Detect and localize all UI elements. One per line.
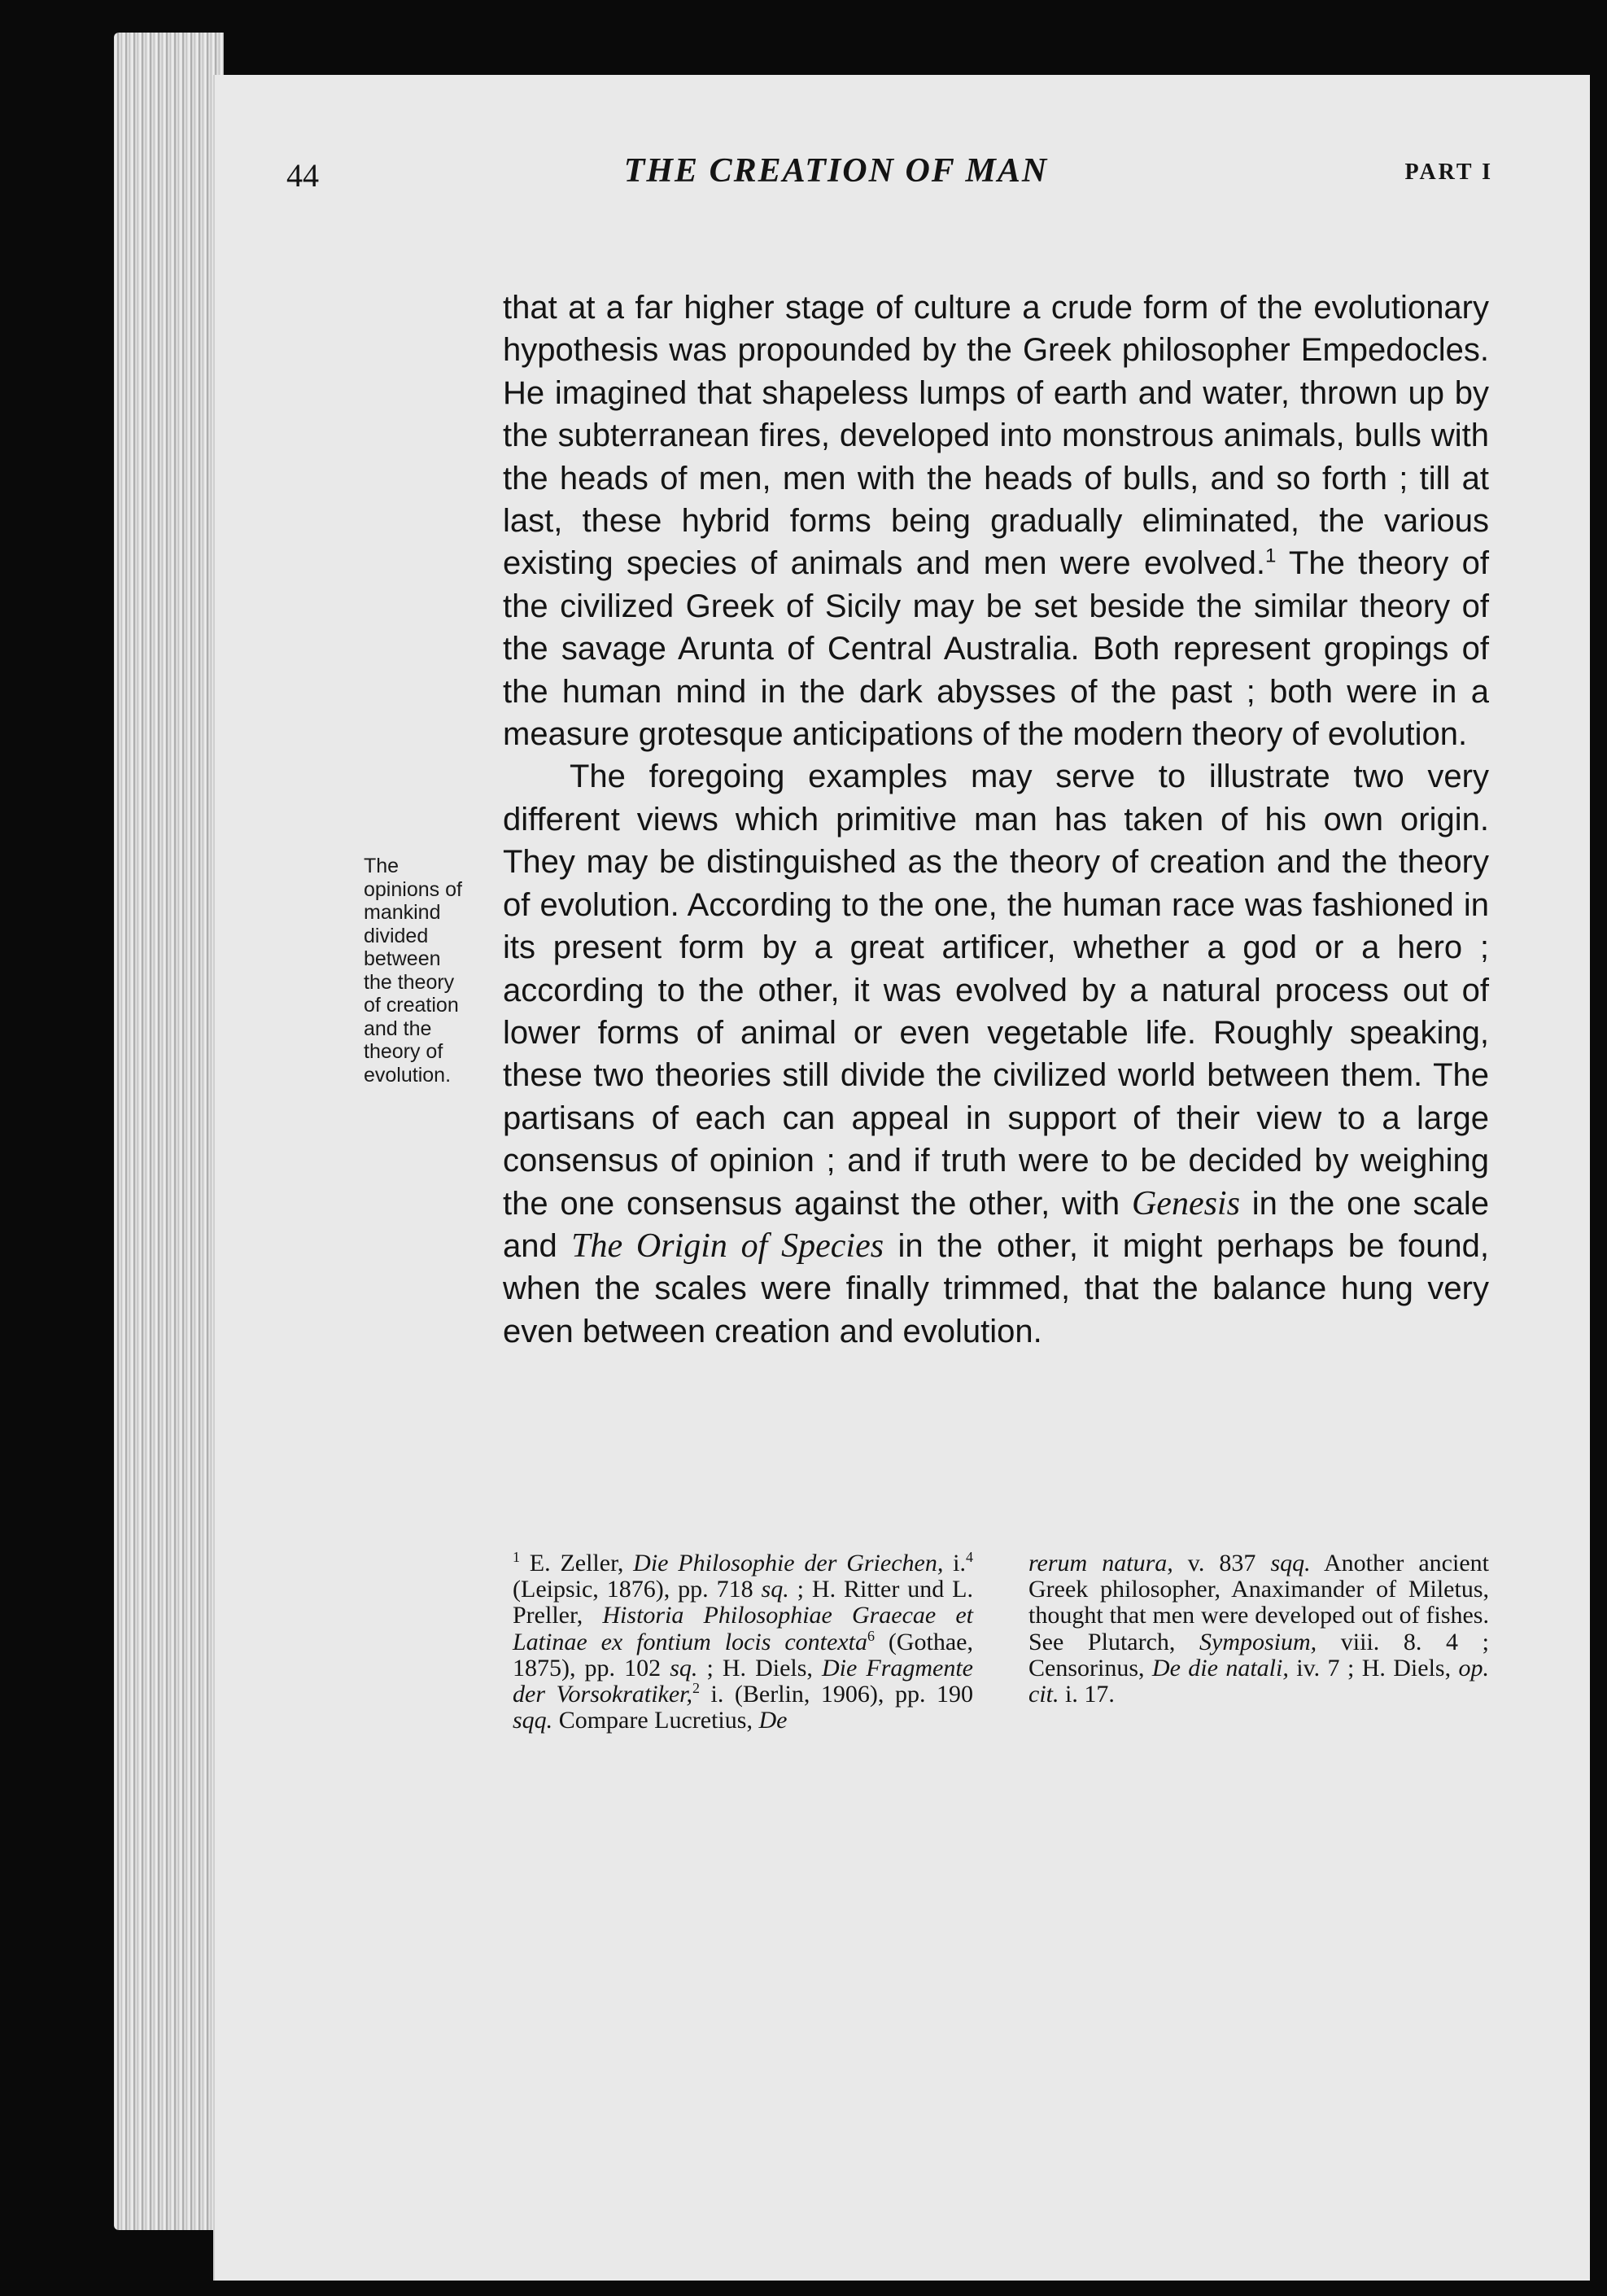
running-head (0, 152, 1607, 213)
margin-note-line: of creation (364, 994, 459, 1017)
footnote-text: viii. 8. 4 ; Censorinus, (1028, 1628, 1489, 1682)
footnote-text: Another ancient Greek philosopher, Anaximander of Miletus, thought that men were developed out of fishes. See Plutarch, (1028, 1550, 1489, 1655)
italic-title-genesis: Genesis (1131, 1184, 1240, 1222)
paragraph-2 (503, 755, 1489, 1353)
footnote-italic: Symposium, (1199, 1628, 1317, 1655)
footnote-italic: op. cit. (1028, 1654, 1489, 1708)
margin-note-line: evolution. (364, 1063, 452, 1087)
footnote-italic: Historia Philosophiae Graecae et Latinae ex fontium locis contexta (513, 1602, 974, 1655)
footnotes (513, 1550, 1489, 1734)
margin-note-line: opinions of (364, 877, 462, 901)
margin-note-line: and the (364, 1017, 432, 1040)
part-label: PART I (1404, 160, 1493, 185)
margin-note-line: divided (364, 924, 429, 947)
footnote-text: i. (943, 1550, 966, 1577)
footnote-column-left (513, 1550, 973, 1734)
footnote-italic: sqq. (513, 1707, 553, 1734)
margin-note-line: theory of (364, 1040, 443, 1063)
running-title: THE CREATION OF MAN (623, 152, 1049, 190)
italic-title-origin-of-species: The Origin of Species (571, 1227, 884, 1265)
footnote-text: i. 17. (1059, 1681, 1115, 1708)
edition-superscript: 2 (692, 1680, 701, 1697)
paragraph-text: The foregoing examples may serve to illustrate two very different views which primitive man has taken of his own origin. They may be distinguished as the theory of creation and the theory of evolution. According to the one, the human race was fashioned in its present form by a great artificer, whether a god or a hero ; according to the other, it was evolved by a natural process out of lower forms of animal or even vegetable life. Roughly speaking, these two theories still divide the civilized world between them. The partisans of each can appeal in support of their view to a large consensus of opinion ; and if truth were to be decided by weighing the one consensus against the other, with (503, 759, 1489, 1222)
footnote-text: (Gothae, 1875), pp. 102 (513, 1628, 973, 1682)
margin-note-line: between (364, 947, 441, 970)
paragraph-text: The theory of the civilized Greek of Sicily may be set beside the similar theory of the savage Arunta of Central Australia. Both represent gropings of the human mind in the dark abysses of the past ; both were in a measure grotesque anticipations of the modern theory of evolution. (503, 545, 1489, 753)
footnote-italic: Die Philosophie der Griechen, (633, 1550, 944, 1577)
footnote-text: ; H. Ritter und L. Preller, (513, 1576, 974, 1629)
paragraph-text: in the other, it might perhaps be found, when the scales were finally trimmed, that the balance hung very even between creation and evolution. (503, 1227, 1489, 1349)
margin-note-line: the theory (364, 970, 455, 994)
paragraph-text: that at a far higher stage of culture a crude form of the evolutionary hypothesis was propounded by the Greek philosopher Empedocles. He imagined that shapeless lumps of earth and water, thrown up by the subterranean fires, developed into monstrous animals, bulls with the heads of men, men with the heads of bulls, and so forth ; till at last, these hybrid forms being gradually eliminated, the various existing species of animals and men were evolved. (503, 290, 1489, 582)
page-number: 44 (286, 157, 319, 194)
footnote-text: E. Zeller, (520, 1550, 634, 1577)
footnote-text: v. 837 (1172, 1550, 1271, 1577)
footnote-number: 1 (513, 1549, 520, 1565)
edition-superscript: 6 (867, 1627, 875, 1644)
margin-note-line: The (364, 855, 400, 877)
footnote-text: i. (Berlin, 1906), pp. 190 (700, 1681, 973, 1708)
paragraph-1 (503, 286, 1489, 755)
footnote-italic: sq. (761, 1576, 789, 1603)
main-text (503, 286, 1489, 1353)
margin-note-line: mankind (364, 901, 441, 924)
footnote-italic: sqq. (1270, 1550, 1311, 1577)
footnote-italic: rerum natura, (1028, 1550, 1173, 1577)
footnote-italic: Die Fragmente der Vorsokratiker, (513, 1654, 973, 1708)
footnote-text: iv. 7 ; H. Diels, (1288, 1654, 1459, 1682)
footnote-text: ; H. Diels, (697, 1654, 822, 1682)
footnote-italic: sq. (670, 1654, 698, 1682)
paragraph-text: in the one scale and (503, 1185, 1490, 1264)
footnote-column-right (1028, 1550, 1489, 1734)
edition-superscript: 4 (966, 1549, 973, 1565)
footnote-marker: 1 (1264, 545, 1277, 568)
footnote-italic: De (758, 1707, 788, 1734)
book-page-edges (114, 33, 224, 2230)
footnote-text: (Leipsic, 1876), pp. 718 (513, 1576, 762, 1603)
footnote-text: Compare Lucretius, (552, 1707, 759, 1734)
footnote-italic: De die natali, (1151, 1654, 1289, 1682)
margin-note (364, 855, 498, 1087)
